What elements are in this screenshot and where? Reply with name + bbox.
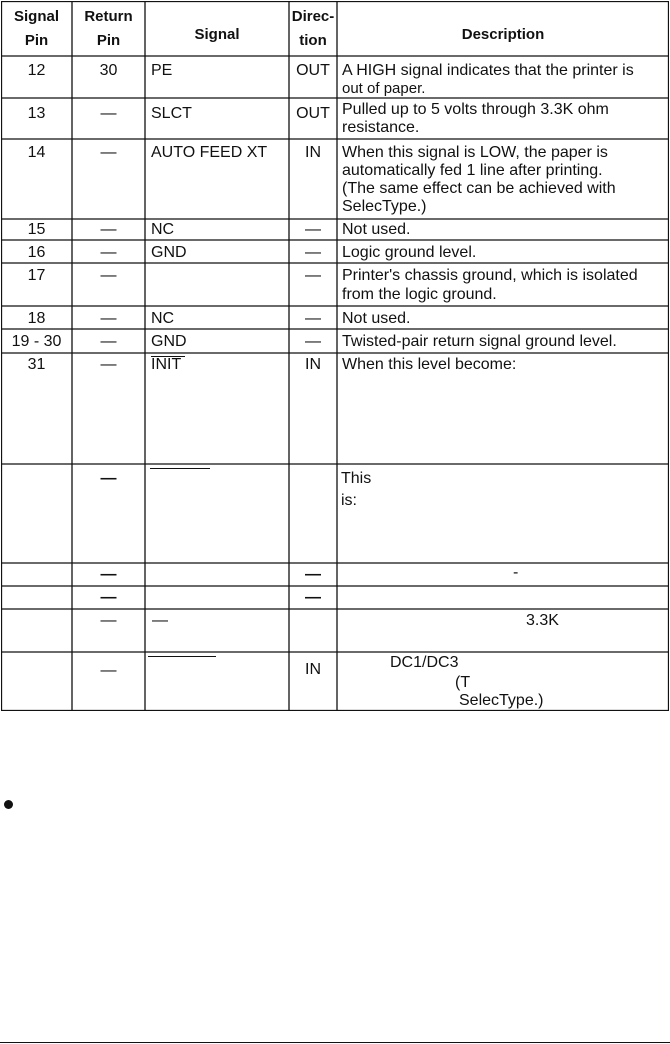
row-description-line1: Twisted-pair return signal ground level. — [342, 333, 617, 350]
row-description-line2: is: — [341, 492, 357, 509]
row-return-pin: — — [100, 662, 117, 679]
row-description-line1: Pulled up to 5 volts through 3.3K ohm — [342, 101, 609, 118]
header-direction-line2: tion — [299, 32, 327, 49]
row-return-pin: 30 — [99, 62, 118, 79]
row-description-line1: Not used. — [342, 310, 411, 327]
row-direction: — — [305, 566, 321, 583]
row-signal: INIT — [151, 356, 182, 373]
footer-rule — [0, 1042, 670, 1043]
row-description-line2: resistance. — [342, 119, 420, 136]
row-direction: — — [305, 221, 321, 238]
row-description-line1: When this signal is LOW, the paper is — [342, 144, 608, 161]
row-pin: 17 — [27, 267, 46, 284]
row-return-pin: — — [100, 105, 117, 122]
header-return-pin-line1: Return — [84, 8, 133, 25]
header-direction — [289, 5, 337, 53]
row-direction: — — [305, 333, 321, 350]
row-description-line4: SelecType.) — [342, 198, 427, 215]
row-pin: 13 — [27, 105, 46, 122]
row-return-pin: — — [100, 221, 117, 238]
row-direction: IN — [305, 661, 321, 678]
header-signal-pin-line1: Signal — [13, 8, 59, 25]
row-signal: GND — [151, 333, 187, 350]
row-direction: IN — [305, 144, 321, 161]
row-description-line1: Not used. — [342, 221, 411, 238]
row-description-line2: (T — [455, 674, 471, 691]
row-description-line1: This — [341, 470, 372, 487]
row-direction: — — [305, 310, 321, 327]
row-pin: 19 - 30 — [11, 333, 62, 350]
row-description-line2: automatically fed 1 line after printing. — [342, 162, 603, 179]
row-direction: — — [305, 244, 321, 261]
row-return-pin: — — [100, 267, 117, 284]
signal-overline — [148, 656, 216, 657]
row-direction: IN — [305, 356, 321, 373]
row-signal: AUTO FEED XT — [151, 144, 268, 161]
header-description: Description — [461, 26, 545, 43]
row-direction: OUT — [296, 62, 330, 79]
row-return-pin: — — [100, 310, 117, 327]
row-return-pin: — — [100, 144, 117, 161]
row-description-line1: Printer's chassis ground, which is isolated — [342, 267, 638, 284]
row-description-line3: (The same effect can be achieved with — [342, 180, 616, 197]
row-pin: 31 — [27, 356, 46, 373]
row-description-line3: SelecType.) — [459, 692, 544, 709]
row-description-line1: - — [513, 564, 519, 581]
header-return-pin — [72, 5, 145, 53]
row-return-pin: — — [100, 333, 117, 350]
row-pin: 16 — [27, 244, 46, 261]
row-signal: GND — [151, 244, 187, 261]
row-description-line1: A HIGH signal indicates that the printer is — [342, 62, 634, 79]
header-return-pin-line2: Pin — [96, 32, 121, 49]
signal-overline — [150, 468, 210, 469]
row-signal: NC — [151, 310, 175, 327]
row-direction: — — [305, 267, 321, 284]
row-direction: — — [305, 589, 321, 606]
row-return-pin: — — [100, 612, 117, 629]
row-description-line1: DC1/DC3 — [390, 654, 459, 671]
row-return-pin: — — [100, 470, 117, 487]
header-signal: Signal — [194, 26, 240, 43]
row-description-line2: from the logic ground. — [342, 286, 497, 303]
row-pin: 15 — [27, 221, 46, 238]
row-description-line2: out of paper. — [342, 80, 426, 97]
row-signal: PE — [151, 62, 173, 79]
row-return-pin: — — [100, 589, 117, 606]
row-return-pin: — — [100, 356, 117, 373]
row-pin: 14 — [27, 144, 46, 161]
row-signal: SLCT — [151, 105, 192, 122]
row-description-line1: When this level become: — [342, 356, 517, 373]
row-return-pin: — — [100, 566, 117, 583]
row-signal: — — [152, 612, 168, 629]
row-direction: OUT — [296, 105, 330, 122]
pinout-table — [1, 1, 669, 711]
row-pin: 18 — [27, 310, 46, 327]
row-description-line1: 3.3K — [526, 612, 559, 629]
row-pin: 12 — [27, 62, 46, 79]
row-return-pin: — — [100, 244, 117, 261]
bullet-icon — [4, 800, 13, 809]
header-signal-pin — [1, 5, 72, 53]
header-signal-pin-line2: Pin — [24, 32, 49, 49]
header-direction-line1: Direc- — [291, 8, 335, 25]
row-signal: NC — [151, 221, 175, 238]
row-description-line1: Logic ground level. — [342, 244, 477, 261]
